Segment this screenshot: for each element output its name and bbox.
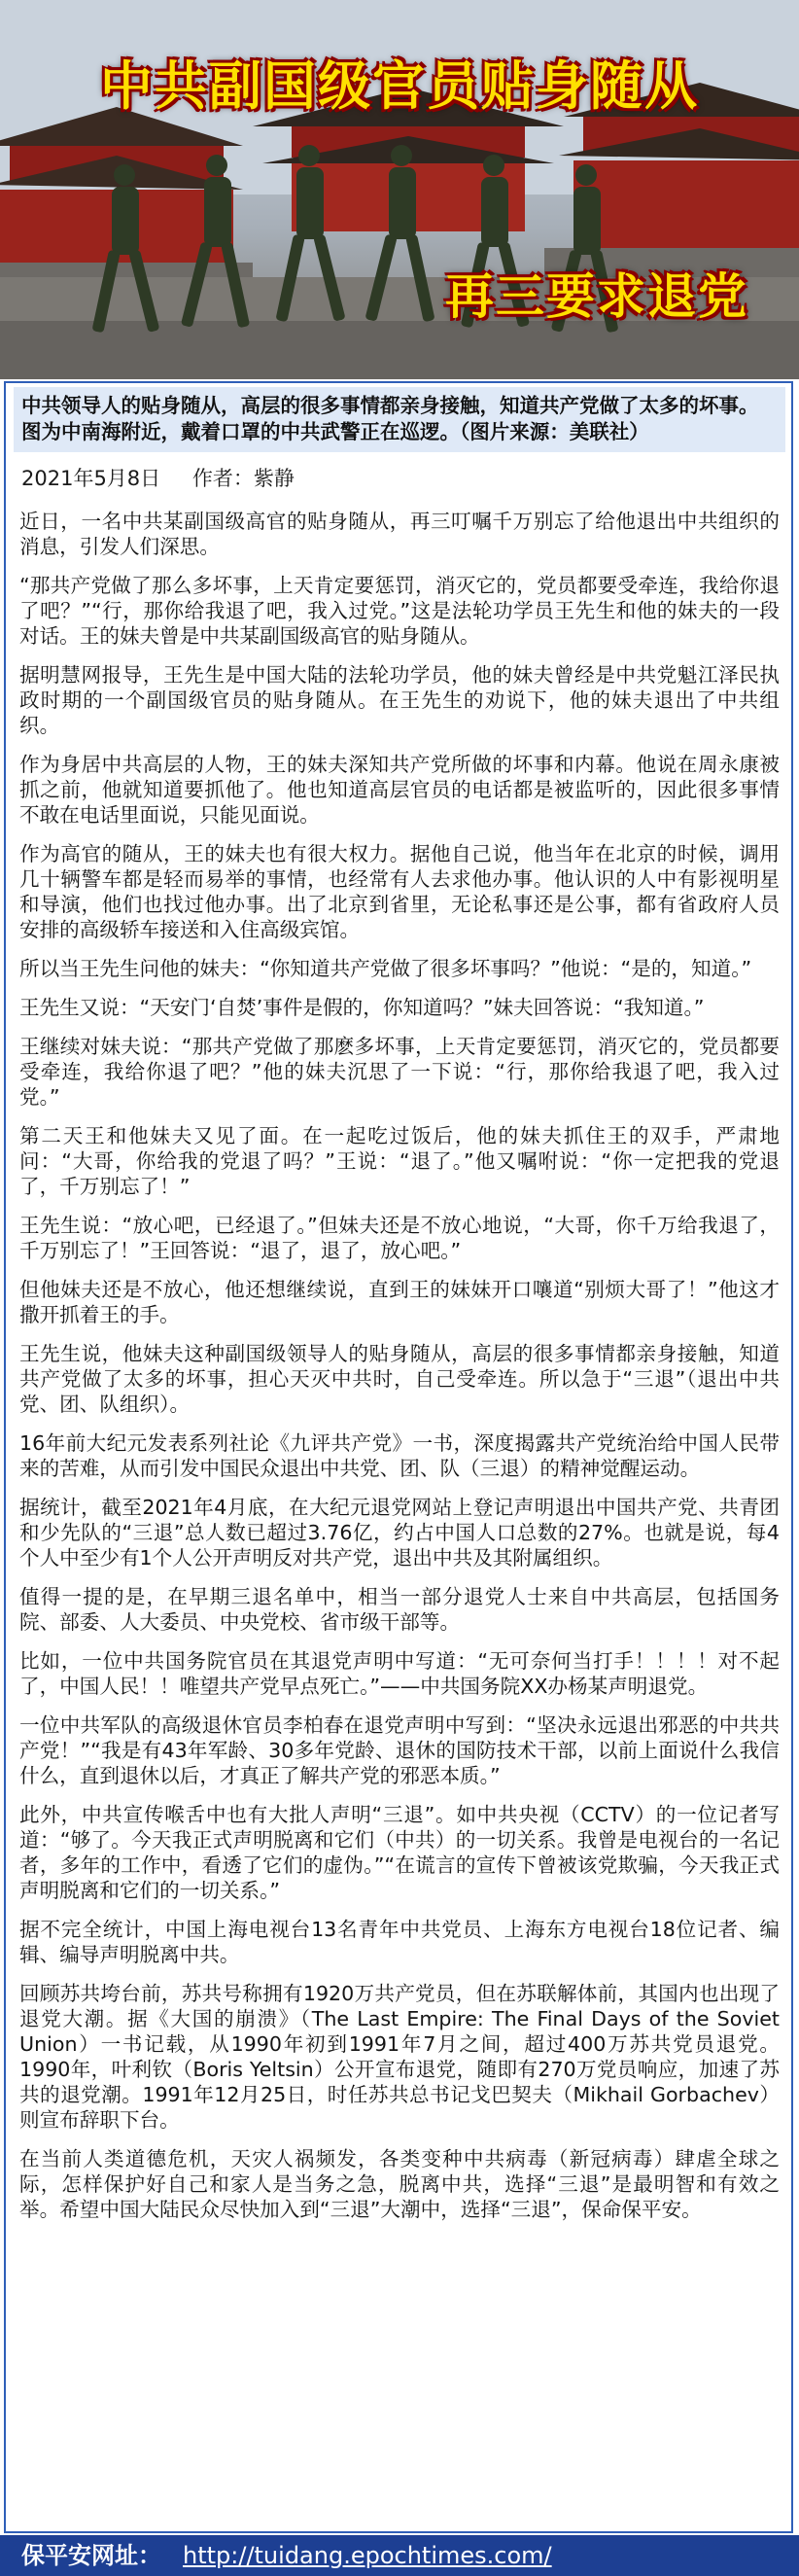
footer-url-link[interactable]: http://tuidang.epochtimes.com/ [183, 2542, 552, 2569]
paragraph: 据不完全统计，中国上海电视台13名青年中共党员、上海东方电视台18位记者、编辑、编导声明脱离中共。 [19, 1918, 780, 1966]
headline-title: 中共副国级官员贴身随从 [100, 55, 699, 117]
paragraph: 回顾苏共垮台前，苏共号称拥有1920万共产党员，但在苏联解体前，其国内也出现了退党大潮。据《大国的崩溃》（The Last Empire: The Final Days of the Soviet Union）一书记载，从1990年初到1991年7月之间，超过400万苏共党员退党。1990年，叶利钦（Boris Yeltsin）公开宣布退党，随即有270万党员响应，加速了苏共的退党潮。1991年12月25日，时任苏共总书记戈巴契夫（Mikhail Gorbachev）则宣布辞职下台。 [19, 1982, 780, 2132]
paragraph: 一位中共军队的高级退休官员李柏春在退党声明中写到：“坚决永远退出邪恶的中共共产党！”“我是有43年军龄、30多年党龄、退休的国防技术干部，以前上面说什么我信什么，直到退休以后，才真正了解共产党的邪恶本质。” [19, 1713, 780, 1787]
image-caption: 中共领导人的贴身随从，高层的很多事情都亲身接触，知道共产党做了太多的坏事。图为中南海附近，戴着口罩的中共武警正在巡逻。（图片来源：美联社） [14, 387, 785, 452]
paragraph: 此外，中共宣传喉舌中也有大批人声明“三退”。如中共央视（CCTV）的一位记者写道：“够了。今天我正式声明脱离和它们（中共）的一切关系。我曾是电视台的一名记者，多年的工作中，看透了它们的虚伪。”“在谎言的宣传下曾被该党欺骗，今天我正式声明脱离和它们的一切关系。” [19, 1803, 780, 1902]
paragraph: 但他妹夫还是不放心，他还想继续说，直到王的妹妹开口嚷道“别烦大哥了！”他这才撒开抓着王的手。 [19, 1278, 780, 1326]
paragraph: 值得一提的是，在早期三退名单中，相当一部分退党人士来自中共高层，包括国务院、部委、人大委员、中央党校、省市级干部等。 [19, 1585, 780, 1634]
publish-date: 2021年5月8日 [21, 467, 161, 490]
paragraph: 第二天王和他妹夫又见了面。在一起吃过饭后，他的妹夫抓住王的双手，严肃地问：“大哥，你给我的党退了吗？”王说：“退了。”他又嘱咐说：“你一定把我的党退了，千万别忘了！” [19, 1124, 780, 1198]
byline [14, 452, 785, 495]
paragraph: 王先生说：“放心吧，已经退了。”但妹夫还是不放心地说，“大哥，你千万给我退了，千万别忘了！”王回答说：“退了，退了，放心吧。” [19, 1214, 780, 1262]
paragraph: 王先生又说：“天安门‘自焚’事件是假的，你知道吗？”妹夫回答说：“我知道。” [19, 996, 705, 1019]
paragraph: 所以当王先生问他的妹夫：“你知道共产党做了很多坏事吗？”他说：“是的，知道。” [19, 957, 752, 980]
paragraph: 据明慧网报导，王先生是中国大陆的法轮功学员，他的妹夫曾经是中共党魁江泽民执政时期的一个副国级官员的贴身随从。在王先生的劝说下，他的妹夫退出了中共组织。 [19, 663, 780, 737]
hero-image [0, 0, 799, 379]
paragraph: 在当前人类道德危机，天灾人祸频发，各类变种中共病毒（新冠病毒）肆虐全球之际，怎样保护好自己和家人是当务之急，脱离中共，选择“三退”是最明智和有效之举。希望中国大陆民众尽快加入到“三退”大潮中，选择“三退”，保命保平安。 [19, 2147, 780, 2221]
paragraph: 据统计，截至2021年4月底，在大纪元退党网站上登记声明退出中国共产党、共青团和少先队的“三退”总人数已超过3.76亿，约占中国人口总数的27%。也就是说，每4个人中至少有1个人公开声明反对共产党，退出中共及其附属组织。 [19, 1496, 780, 1570]
paragraph: 16年前大纪元发表系列社论《九评共产党》一书，深度揭露共产党统治给中国人民带来的苦难，从而引发中国民众退出中共党、团、队（三退）的精神觉醒运动。 [19, 1431, 780, 1480]
paragraph: 比如，一位中共国务院官员在其退党声明中写道：“无可奈何当打手！！！！对不起了，中国人民！！唯望共产党早点死亡。”——中共国务院XX办杨某声明退党。 [19, 1649, 780, 1698]
headline-subtitle: 再三要求退党 [445, 268, 748, 325]
paragraph: 王继续对妹夫说：“那共产党做了那麽多坏事，上天肯定要惩罚，消灭它的，党员都要受牵连，我给你退了吧？”他的妹夫沉思了一下说：“行，那你给我退了吧，我入过党。” [19, 1035, 780, 1109]
paragraph: 作为高官的随从，王的妹夫也有很大权力。据他自己说，他当年在北京的时候，调用几十辆警车都是轻而易举的事情，也经常有人去求他办事。他认识的人中有影视明星和导演，他们也找过他办事。出了北京到省里，无论私事还是公事，都有省政府人员安排的高级轿车接送和入住高级宾馆。 [19, 842, 780, 941]
footer-label: 保平安网址： [21, 2542, 161, 2569]
author: 作者：紫静 [191, 467, 295, 490]
paragraph: 王先生说，他妹夫这种副国级领导人的贴身随从，高层的很多事情都亲身接触，知道共产党做了太多的坏事，担心天灭中共时，自己受牵连。所以急于“三退”（退出中共党、团、队组织）。 [19, 1342, 780, 1416]
footer-bar [0, 2535, 799, 2576]
paragraph: 作为身居中共高层的人物，王的妹夫深知共产党所做的坏事和内幕。他说在周永康被抓之前，他就知道要抓他了。他也知道高层官员的电话都是被监听的，因此很多事情不敢在电话里面说，只能见面说。 [19, 753, 780, 827]
article-body [14, 387, 785, 2222]
paragraph: 近日，一名中共某副国级高官的贴身随从，再三叮嘱千万别忘了给他退出中共组织的消息，引发人们深思。 [19, 510, 780, 558]
paragraph: “那共产党做了那么多坏事，上天肯定要惩罚，消灭它的，党员都要受牵连，我给你退了吧？”“行，那你给我退了吧，我入过党。”这是法轮功学员王先生和他的妹夫的一段对话。王的妹夫曾是中共某副国级高官的贴身随从。 [19, 574, 780, 648]
